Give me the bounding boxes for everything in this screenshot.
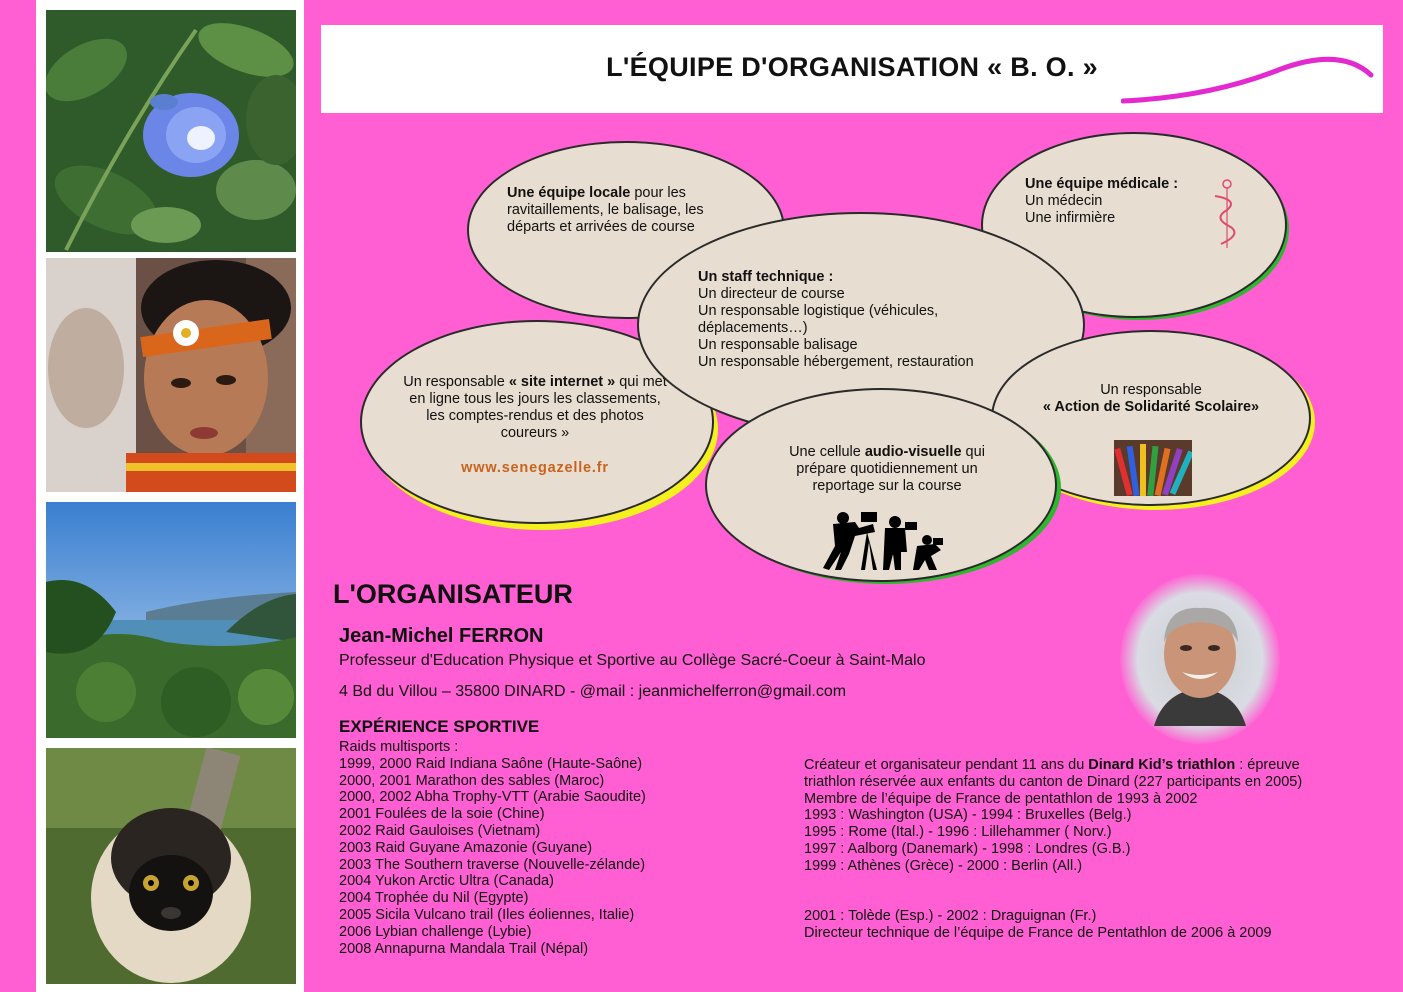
career-item: 1999 : Athènes (Grèce) - 2000 : Berlin (All.) [804,857,1083,874]
career-item: triathlon réservée aux enfants du canton de Dinard (227 participants en 2005) [804,773,1303,790]
career-item: 2001 : Tolède (Esp.) - 2002 : Draguignan (Fr.) [804,908,1097,924]
organisateur-photo [1120,574,1280,744]
internet-text: qui met en ligne tous les jours les classements, les comptes-rendus et des photos coureurs » [409,374,667,441]
photo-landscape [46,502,296,738]
raids-list [339,739,646,957]
raid-item: 2006 Lybian challenge (Lybie) [339,923,532,940]
triathlon-post: : épreuve [1235,757,1300,773]
raid-item: 2000, 2002 Abha Trophy-VTT (Arabie Saoudite) [339,789,646,806]
career-item: Membre de l’équipe de France de pentathlon de 1993 à 2002 [804,790,1198,807]
medicale-line1: Un médecin [1025,193,1103,209]
raid-item: 2000, 2001 Marathon des sables (Maroc) [339,772,605,789]
triathlon-bold: Dinard Kid’s triathlon [1088,757,1236,773]
raid-item: 2001 Foulées de la soie (Chine) [339,806,545,823]
left-pink-margin [0,0,36,992]
raid-item: 2004 Yukon Arctic Ultra (Canada) [339,873,554,890]
medicale-line2: Une infirmière [1025,210,1116,226]
photo-girl-portrait [46,258,296,492]
career-item: 1997 : Aalborg (Danemark) - 1998 : Londres (G.B.) [804,840,1131,857]
raid-item: 2008 Annapurna Mandala Trail (Népal) [339,940,589,957]
bubble-audio-visuelle [705,388,1057,582]
audio-text: qui prépare quotidiennement un reportage sur la course [796,444,985,494]
pencils-image [1114,440,1192,496]
page-title: L'ÉQUIPE D'ORGANISATION « B. O. » [606,52,1098,82]
raid-item: 1999, 2000 Raid Indiana Saône (Haute-Saône) [339,755,643,772]
pentathlon-list [804,757,1302,875]
organisateur-name: Jean-Michel FERRON [339,625,544,647]
swoosh-decoration [1121,45,1381,113]
photo-lemur [46,748,296,984]
solidarite-line1: Un responsable [1100,382,1202,398]
career-item: 1993 : Washington (USA) - 1994 : Bruxelles (Belg.) [804,807,1132,824]
locale-text: pour les ravitaillements, le balisage, les départs et arrivées de course [507,185,704,235]
caduceus-icon [1209,178,1245,250]
internet-bold: « site internet » [508,374,616,390]
raid-item: 2003 The Southern traverse (Nouvelle-zélande) [339,856,646,873]
staff-line: Un responsable logistique (véhicules, déplacements…) [698,303,939,336]
triathlon-pre: Créateur et organisateur pendant 11 ans du [804,757,1089,773]
raid-item: 2002 Raid Gauloises (Vietnam) [339,822,541,839]
camera-crew-icon [821,508,947,570]
experience-heading: EXPÉRIENCE SPORTIVE [339,717,540,736]
solidarite-bold: « Action de Solidarité Scolaire» [1042,399,1260,415]
locale-bold: Une équipe locale [507,185,631,201]
raid-item: 2003 Raid Guyane Amazonie (Guyane) [339,839,593,856]
organisateur-contact: 4 Bd du Villou – 35800 DINARD - @mail : jeanmichelferron@gmail.com [339,683,847,700]
staff-line: Un responsable hébergement, restauration [698,354,974,370]
raid-item: Raids multisports : [339,739,459,755]
career-item: 1995 : Rome (Ital.) - 1996 : Lillehammer ( Norv.) [804,824,1112,841]
internet-pre: Un responsable [403,374,509,390]
staff-line: Un responsable balisage [698,337,858,353]
site-link[interactable]: www.senegazelle.fr [461,460,609,476]
medicale-bold: Une équipe médicale : [1025,176,1179,192]
pentathlon-list-2 [804,908,1272,942]
career-item: Directeur technique de l’équipe de France de Pentathlon de 2006 à 2009 [804,924,1272,941]
photo-blue-flower [46,10,296,252]
title-box [321,25,1383,113]
audio-bold: audio-visuelle [864,444,962,460]
raid-item: 2005 Sicila Vulcano trail (Iles éoliennes, Italie) [339,906,635,923]
organisateur-heading: L'ORGANISATEUR [333,579,573,609]
audio-pre: Une cellule [789,444,865,460]
raid-item: 2004 Trophée du Nil (Egypte) [339,890,529,907]
staff-bold: Un staff technique : [698,269,834,285]
organisateur-job: Professeur d'Education Physique et Sportive au Collège Sacré-Coeur à Saint-Malo [339,652,926,669]
staff-line: Un directeur de course [698,286,845,302]
triathlon-line [804,757,1302,774]
